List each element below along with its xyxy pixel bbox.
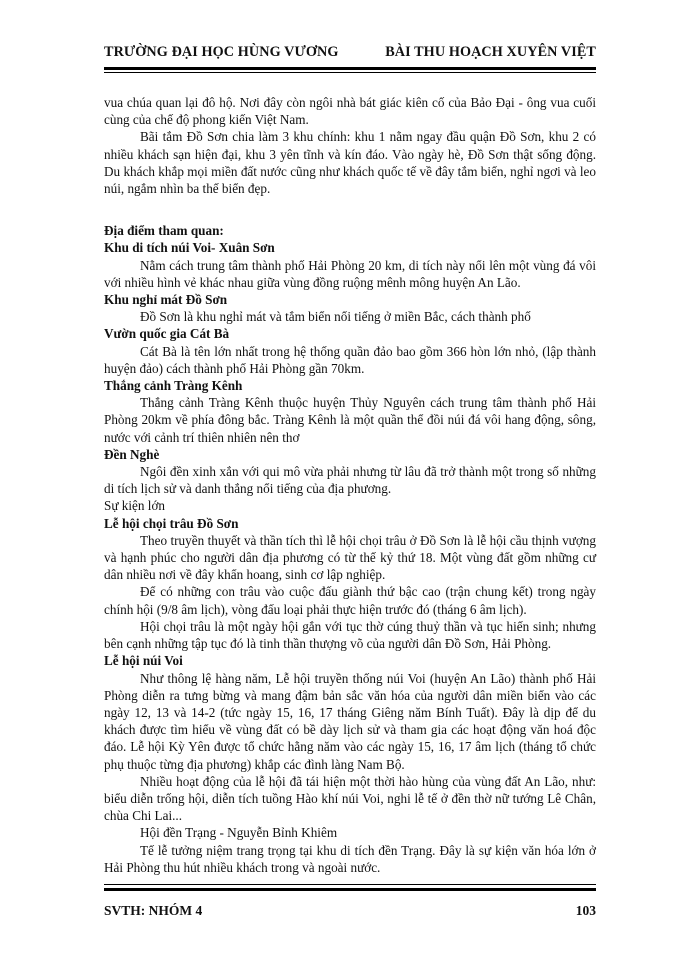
page-footer: [104, 903, 596, 919]
paragraph: Thắng cảnh Tràng Kênh thuộc huyện Thủy Nguyên cách trung tâm thành phố Hải Phòng 20km về phía đông bắc. Tràng Kênh là một quần thể đồi núi đá vôi hang động, sông, nước với cảnh trí thiên nhiên nên thơ: [104, 395, 596, 445]
section-heading: Đền Nghè: [104, 446, 160, 462]
paragraph: vua chúa quan lại đô hộ. Nơi đây còn ngôi nhà bát giác kiên cố của Bảo Đại - ông vua cuối cùng của chế độ phong kiến Việt Nam.: [104, 95, 596, 128]
subsection-label: Sự kiện lớn: [104, 498, 166, 514]
footer-rule-thin: [104, 884, 596, 885]
paragraph: Nhiều hoạt động của lễ hội đã tái hiện một thời hào hùng của vùng đất An Lão, như: biểu diễn trống hội, diễn tích tuồng Hào khí núi Voi, nghi lễ tế ở đền thờ nữ tướng Lê Chân, chùa Chi Lai...: [104, 773, 596, 824]
paragraph: Cát Bà là tên lớn nhất trong hệ thống quần đảo bao gồm 366 hòn lớn nhỏ, (lập thành huyện đảo) cách thành phố Hải Phòng gần 70km.: [104, 343, 596, 376]
section-heading: Thắng cảnh Tràng Kênh: [104, 378, 243, 394]
paragraph: Theo truyền thuyết và thần tích thì lễ hội chọi trâu ở Đồ Sơn là lễ hội cầu thịnh vượng và hạnh phúc cho người dân địa phương có từ thế kỷ thứ 18. Một vùng đất gồm những cư dân nhiều nơi về đây khẩn hoang, sinh cơ lập nghiệp.: [104, 532, 596, 583]
section-heading: Lễ hội núi Voi: [104, 653, 183, 669]
header-school-name: TRƯỜNG ĐẠI HỌC HÙNG VƯƠNG: [104, 44, 339, 60]
paragraph: Nằm cách trung tâm thành phố Hải Phòng 20 km, di tích này nổi lên một vùng đá vôi với nhiều hình vẻ khác nhau giữa vùng đồng ruộng mênh mông huyện An Lão.: [104, 257, 596, 290]
paragraph: Tế lễ tưởng niệm trang trọng tại khu di tích đền Trạng. Đây là sự kiện văn hóa lớn ở Hải Phòng thu hút nhiều khách trong và ngoài nước.: [104, 842, 596, 875]
section-heading: Khu nghỉ mát Đồ Sơn: [104, 292, 228, 308]
section-heading: Lễ hội chọi trâu Đồ Sơn: [104, 515, 239, 531]
footer-rule-thick: [104, 888, 596, 891]
paragraph: Ngôi đền xinh xắn với qui mô vừa phải nhưng từ lâu đã trở thành một trong số những di tích lịch sử và danh thắng nổi tiếng của địa phương.: [104, 464, 596, 497]
paragraph: Để có những con trâu vào cuộc đấu giành thứ bậc cao (trận chung kết) trong ngày chính hội (9/8 âm lịch), vòng đấu loại phải thực hiện trước đó (tháng 6 âm lịch).: [104, 584, 596, 617]
section-heading: Địa điểm tham quan:: [104, 223, 224, 239]
page-header: [104, 44, 596, 61]
header-rule-thick: [104, 67, 596, 70]
section-heading: Khu di tích núi Voi- Xuân Sơn: [104, 240, 275, 256]
paragraph: Bãi tắm Đồ Sơn chia làm 3 khu chính: khu 1 nằm ngay đầu quận Đồ Sơn, khu 2 có nhiều khách sạn hiện đại, khu 3 yên tĩnh và kín đáo. Vào ngày hè, Đồ Sơn thật sống động. Du khách khắp mọi miền đất nước cũng như khách quốc tế về đây tắm biển, nghỉ ngơi và leo núi, ngắm nhìn ba thế biển đẹp.: [104, 129, 596, 197]
footer-author: SVTH: NHÓM 4: [104, 903, 203, 918]
document-body: [104, 94, 596, 876]
header-report-title: BÀI THU HOẠCH XUYÊN VIỆT: [385, 44, 596, 60]
paragraph: Đồ Sơn là khu nghỉ mát và tắm biển nổi tiếng ở miền Bắc, cách thành phố: [140, 309, 531, 325]
paragraph: Như thông lệ hàng năm, Lễ hội truyền thống núi Voi (huyện An Lão) thành phố Hải Phòng diễn ra tưng bừng và mang đậm bản sắc văn hóa của người dân miền biển vào các ngày 12, 13 và 14-2 (tức ngày 15, 16, 17 tháng Giêng năm Bính Tuất). Đây là dịp để du khách được tìm hiểu về vùng đất có bề dày lịch sử và tham gia các hoạt động văn hoá độc đáo. Lễ hội Kỳ Yên được tổ chức hằng năm vào các ngày 15, 16, 17 âm lịch (tháng tổ chức phụ thuộc từng địa phương) khắp các đình làng Nam Bộ.: [104, 670, 596, 772]
paragraph: Hội chọi trâu là một ngày hội gắn với tục thờ cúng thuỷ thần và tục hiến sinh; nhưng bên cạnh những tập tục đó là tinh thần thượng võ của người dân Đồ Sơn, Hải Phòng.: [104, 618, 596, 652]
paragraph: Hội đền Trạng - Nguyễn Bỉnh Khiêm: [140, 825, 338, 841]
spacer: [104, 197, 596, 222]
section-heading: Vườn quốc gia Cát Bà: [104, 326, 230, 342]
header-rule-thin: [104, 72, 596, 73]
page-number: 103: [575, 903, 596, 918]
